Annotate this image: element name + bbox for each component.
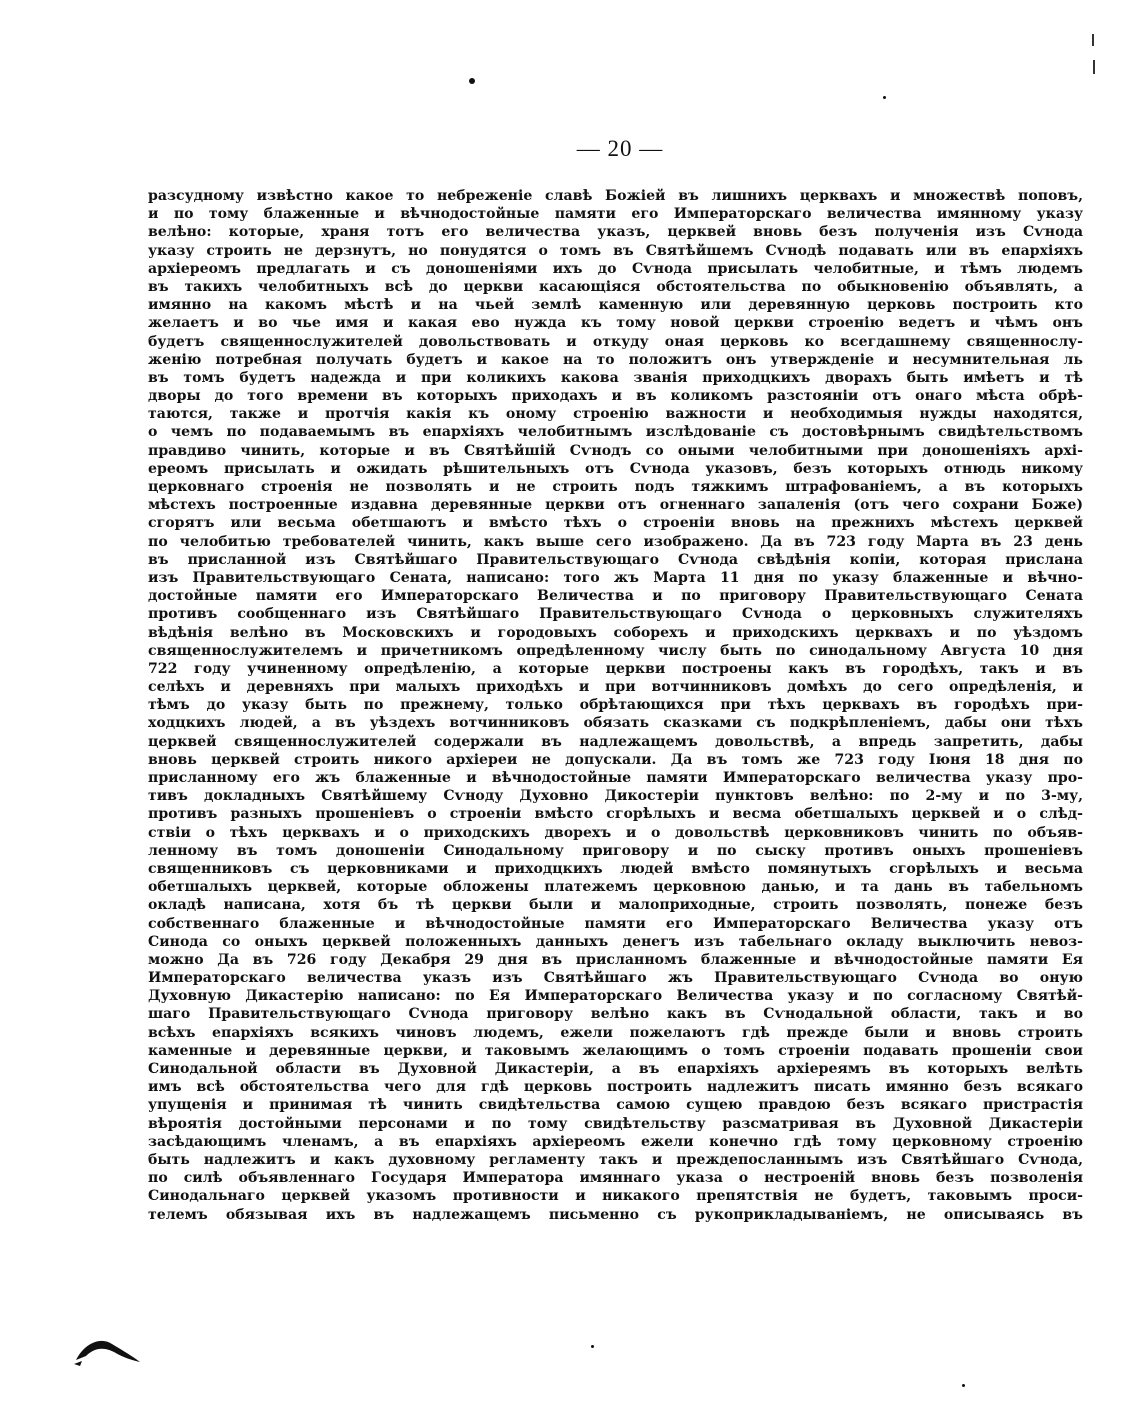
text-line: тивъ докладныхъ Святѣйшему Сѵноду Духовно Дикостеріи пунктовъ велѣно: по 2-му и по 3-му, (148, 788, 1083, 805)
text-line: женію потребная получать будетъ и какое на то положитъ онъ утвержденіе и несумнительная ль (148, 351, 1083, 368)
text-line: священнослужителемъ и причетникомъ опредѣленному числу быть по синодальному Августа 10 дня (148, 642, 1083, 659)
text-line: въ присланной изъ Святѣйшаго Правительствующаго Сѵнода свѣдѣнія копіи, которая прислана (148, 551, 1083, 568)
text-line: сгорятъ или весьма обетшаютъ и вмѣсто тѣхъ о строеніи вновь на прежнихъ мѣстехъ церквей (148, 515, 1083, 532)
text-line: вѣроятія достойными персонами и по тому свидѣтельству разсматривая въ Духовной Дикастеріи (148, 1115, 1083, 1132)
text-line: разсудному извѣстно какое то небреженіе славѣ Божіей въ лишнихъ церквахъ и множествѣ поповъ, (148, 188, 1083, 204)
text-line: 722 году учиненному опредѣленію, а которые церкви построены какъ въ городѣхъ, такъ и въ (148, 660, 1083, 677)
scan-speck (962, 1384, 965, 1387)
text-line: собственнаго блаженные и вѣчнодостойные памяти его Императорскаго Величества указу отъ (148, 915, 1083, 932)
text-line: шаго Правительствующаго Сѵнода приговору велѣно какъ въ Сѵнодальной области, такъ и во (148, 1006, 1083, 1023)
body-text (148, 187, 1083, 1224)
text-line: Синода со оныхъ церквей положенныхъ данныхъ денегъ изъ табельнаго окладу выключить невоз- (148, 933, 1083, 950)
scan-speck (469, 78, 475, 84)
text-line: правдиво чинить, которые и въ Святѣйшій Сѵнодъ со оными челобитными при доношеніяхъ архі- (148, 442, 1083, 459)
text-line: церковнаго строенія не позволять и не строить подъ тяжкимъ штрафованіемъ, а въ которыхъ (148, 479, 1083, 495)
text-line: окладѣ написана, хотя бъ тѣ церкви были и малоприходные, строить позволять, понеже безъ (148, 897, 1083, 914)
text-line: мѣстехъ построенные издавна деревянные церкви отъ огненнаго запаленія (отъ чего сохрани Боже) (148, 497, 1083, 514)
text-line: архіереомъ предлагать и съ доношеніями ихъ до Сѵнода присылать челобитные, и тѣмъ людемъ (148, 260, 1083, 277)
text-line: ствіи о тѣхъ церквахъ и о приходскихъ дворехъ и о довольствѣ церковниковъ чинить по объяв- (148, 824, 1083, 841)
text-line: телемъ обязывая ихъ въ надлежащемъ письменно съ рукоприкладываніемъ, не описываясь въ (148, 1206, 1083, 1223)
text-line: по силѣ объявленнаго Государя Императора имяннаго указа о нестроеній вновь безъ позволенія (148, 1170, 1083, 1187)
text-line: велѣно: которые, храня тотъ его величества указъ, церквей вновь безъ полученія изъ Сѵнода (148, 224, 1083, 241)
text-line: по челобитью требователей чинить, какъ выше сего изображено. Да въ 723 году Марта въ 23 день (148, 533, 1083, 550)
text-line: засѣдающимъ членамъ, а въ епархіяхъ архіереомъ ежели конечно гдѣ тому церковному строенію (148, 1133, 1083, 1150)
scan-speck (591, 1345, 594, 1348)
text-line: обетшалыхъ церквей, которые обложены платежемъ церковною данью, и та дань въ табельномъ (148, 879, 1083, 896)
text-line: имянно на какомъ мѣстѣ и на чьей землѣ каменную или деревянную церковь построить кто (148, 297, 1083, 314)
text-line: Синодальнаго церквей указомъ противности и никакого препятствія не будетъ, таковымъ проси- (148, 1188, 1083, 1205)
text-line: дворы до того времени въ которыхъ приходахъ и въ коликомъ разстояніи отъ онаго мѣста обрѣ- (148, 388, 1083, 405)
scan-edge-mark (1092, 34, 1094, 46)
scan-blot-mark (72, 1330, 142, 1370)
text-line: ленному въ томъ доношеніи Синодальному приговору и по сыску противъ оныхъ прошеніевъ (148, 842, 1083, 859)
text-line: быть надлежитъ и какъ духовному регламенту такъ и преждепосланнымъ изъ Святѣйшаго Сѵнода, (148, 1151, 1083, 1168)
text-line: и по тому блаженные и вѣчнодостойные памяти его Императорскаго величества имянному указу (148, 206, 1083, 223)
text-line: таются, также и протчія какія къ оному строенію важности и необходимыя нужды находятся, (148, 406, 1083, 423)
text-line: присланному его жъ блаженные и вѣчнодостойные памяти Императорскаго величества указу про- (148, 770, 1083, 786)
text-line: Синодальной области въ Духовной Дикастеріи, а въ епархіяхъ архіереямъ въ которыхъ велѣть (148, 1061, 1083, 1077)
scan-speck (883, 96, 886, 99)
text-line: о чемъ по подаваемымъ въ епархіяхъ челобитнымъ изслѣдованіе съ достовѣрнымъ свидѣтельствомъ (148, 424, 1083, 441)
text-line: ходцкихъ людей, а въ уѣздехъ вотчинниковъ обязать сказками съ подкрѣпленіемъ, дабы они тѣхъ (148, 715, 1083, 732)
text-line: въ томъ будетъ надежда и при коликихъ какова званія приходцкихъ дворахъ быть имѣетъ и тѣ (148, 369, 1083, 386)
text-line: указу строить не дерзнутъ, но понудятся о томъ въ Святѣйшемъ Сѵнодѣ подавать или въ епархіяхъ (148, 242, 1083, 259)
text-line: церквей священнослужителей содержали въ надлежащемъ довольствѣ, а впредь запретить, дабы (148, 733, 1083, 750)
text-line: вновь церквей строить никого архіереи не допускали. Да въ томъ же 723 году Іюня 18 дня по (148, 751, 1083, 768)
text-line: можно Да въ 726 году Декабря 29 дня въ присланномъ блаженные и вѣчнодостойные памяти Ея (148, 951, 1083, 968)
text-line: желаетъ и во чье имя и какая ево нужда къ тому новой церкви строенію ведетъ и чѣмъ онъ (148, 315, 1083, 332)
text-line: ереомъ присылать и ожидать рѣшительныхъ отъ Сѵнода указовъ, безъ которыхъ отнюдь никому (148, 460, 1083, 477)
text-line: каменные и деревянные церкви, и таковымъ желающимъ о томъ строеніи подавать прошеніи свои (148, 1042, 1083, 1059)
text-line: достойные памяти его Императорскаго Величества и по приговору Правительствующаго Сената (148, 588, 1083, 605)
text-line: тѣмъ до указу быть по прежнему, только обрѣтающихся при тѣхъ церквахъ въ городѣхъ при- (148, 697, 1083, 714)
text-line: противъ разныхъ прошеніевъ о строеніи вмѣсто сгорѣлыхъ и весма обетшалыхъ церквей и о слѣд- (148, 806, 1083, 823)
text-line: имъ всѣ обстоятельства чего для гдѣ церковь построить надлежитъ писать имянно безъ всякаго (148, 1079, 1083, 1096)
scan-edge-mark (1093, 60, 1095, 74)
text-line: будетъ священнослужителей довольствовать и откуду оная церковь ко всегдашнему священнослу- (148, 333, 1083, 350)
text-line: всѣхъ епархіяхъ всякихъ чиновъ людемъ, ежели пожелаютъ гдѣ прежде были и вновь строить (148, 1024, 1083, 1041)
text-line: Духовную Дикастерію написано: по Ея Императорскаго Величества указу и по согласному Святѣй- (148, 988, 1083, 1005)
text-line: селѣхъ и деревняхъ при малыхъ приходѣхъ и при вотчинниковъ домѣхъ до сего опредѣленія, и (148, 679, 1083, 696)
text-line: въ такихъ челобитныхъ всѣ до церкви касающіяся обстоятельства по обыкновенію объявлять, а (148, 278, 1083, 295)
text-line: упущенія и принимая тѣ чинить свидѣтельства самою сущею правдою безъ всякаго пристрастія (148, 1097, 1083, 1114)
text-line: изъ Правительствующаго Сената, написано: того жъ Марта 11 дня по указу блаженные и вѣчно- (148, 569, 1083, 586)
text-line: вѣдѣнія велѣно въ Московскихъ и городовыхъ соборехъ и приходскихъ церквахъ и по уѣздомъ (148, 624, 1083, 641)
text-line: священниковъ съ церковниками и приходцкихъ людей вмѣсто помянутыхъ сгорѣлыхъ и весьма (148, 860, 1083, 877)
text-line: противъ сообщеннаго изъ Святѣйшаго Правительствующаго Сѵнода о церковныхъ служителяхъ (148, 606, 1083, 623)
page-number: — 20 — (576, 136, 664, 161)
text-line: Императорскаго величества указъ изъ Святѣйшаго жъ Правительствующаго Сѵнода во оную (148, 970, 1083, 987)
